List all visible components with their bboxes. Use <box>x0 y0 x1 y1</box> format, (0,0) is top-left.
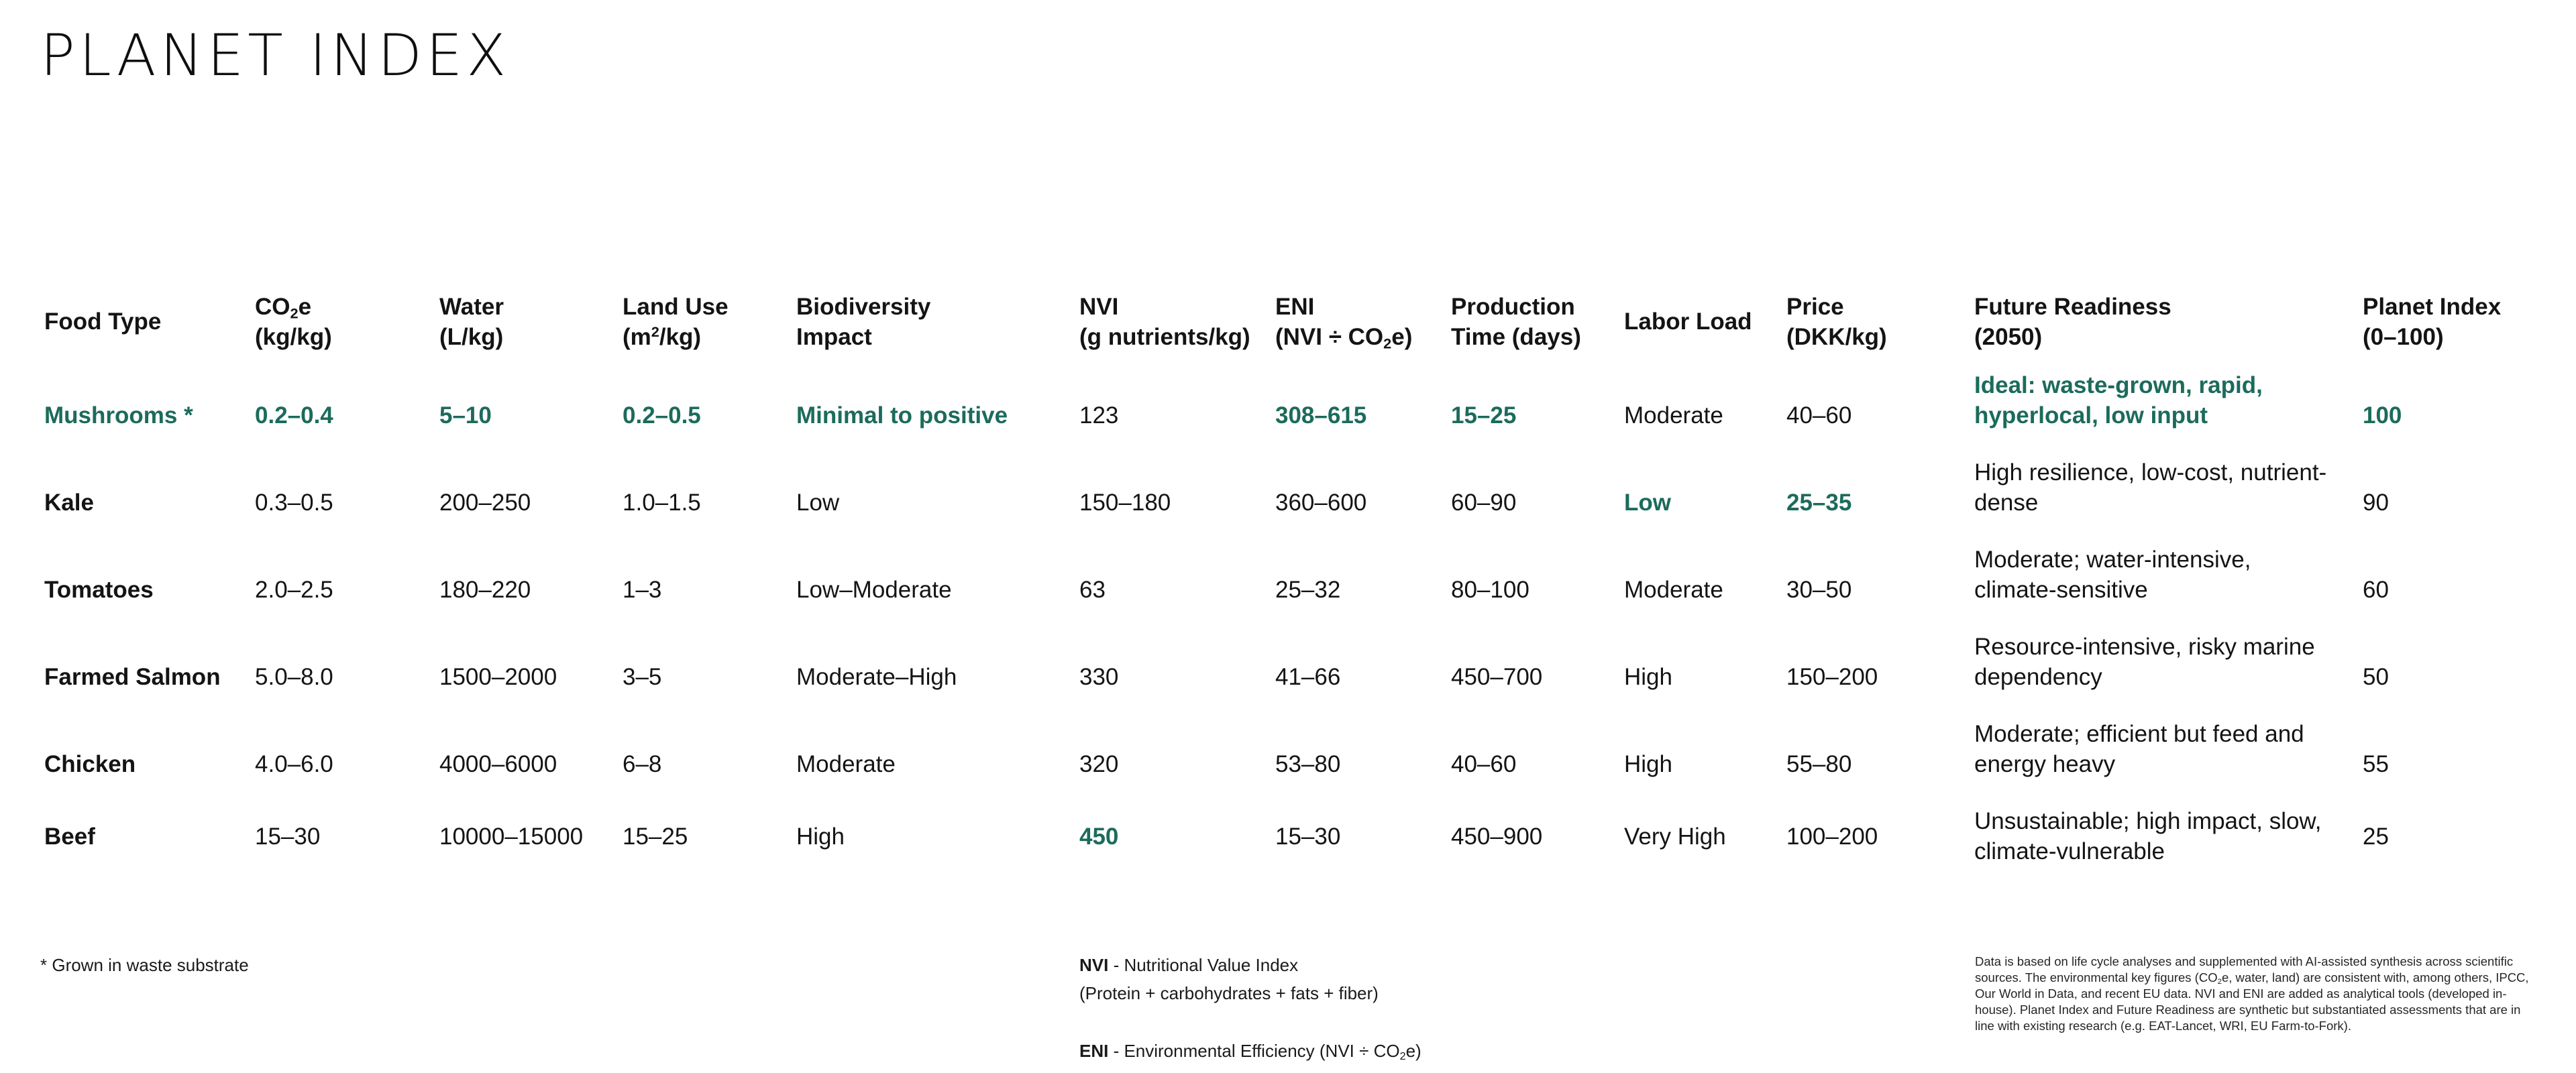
cell-nvi: 150–180 <box>1079 490 1171 516</box>
cell-eni: 53–80 <box>1275 751 1341 777</box>
cell-labor-load: High <box>1624 751 1672 777</box>
cell-price: 55–80 <box>1786 751 1852 777</box>
cell-future-readiness: High resilience, low-cost, nutrient- dense <box>1974 459 2327 516</box>
header-eni: ENI $(NVI \div CO_2e)$ <box>1275 294 1413 352</box>
cell-water: 4000–6000 <box>439 751 557 777</box>
cell-food: Beef <box>44 824 95 850</box>
cell-water: 1500–2000 <box>439 664 557 690</box>
cell-eni: 308–615 <box>1275 402 1367 429</box>
header-production-time: Production Time (days) <box>1451 294 1581 350</box>
cell-future-readiness: Resource-intensive, risky marine dependency <box>1974 634 2315 690</box>
cell-labor-load: Moderate <box>1624 577 1723 603</box>
cell-production-time: 80–100 <box>1451 577 1529 603</box>
footnote-eni: ENI - Environmental Efficiency $(NVI \div CO_2e)$ <box>1079 1041 1421 1063</box>
cell-future-readiness: Unsustainable; high impact, slow, climate-vulnerable <box>1974 808 2322 864</box>
cell-planet-index: 50 <box>2363 664 2389 690</box>
header-land-use: Land Use $(m^2/kg)$ <box>623 294 729 350</box>
cell-land-use: 3–5 <box>623 664 662 690</box>
cell-price: 30–50 <box>1786 577 1852 603</box>
data-source-note: Data is based on life cycle analyses and supplemented with AI-assisted synthesis across scientific sources. The environmental key figures ($CO_2e$, water, land) are consistent with, among others, IPCC, Our World in Data, and recent EU data. NVI and ENI are added as analytical tools (developed in-house). Planet Index and Future Readiness are synthetic but substantiated assessments that are in line with existing research (e.g. EAT-Lancet, WRI, EU Farm-to-Fork). <box>1975 954 2529 1033</box>
cell-co2e: 4.0–6.0 <box>255 751 333 777</box>
cell-land-use: 15–25 <box>623 824 688 850</box>
cell-labor-load: Low <box>1624 490 1671 516</box>
header-nvi: NVI (g nutrients/kg) <box>1079 294 1250 350</box>
cell-food: Farmed Salmon <box>44 664 221 690</box>
cell-nvi: 330 <box>1079 664 1119 690</box>
cell-planet-index: 60 <box>2363 577 2389 603</box>
cell-price: 150–200 <box>1786 664 1878 690</box>
header-price: Price (DKK/kg) <box>1786 294 1887 350</box>
cell-nvi: 320 <box>1079 751 1119 777</box>
cell-land-use: 1.0–1.5 <box>623 490 701 516</box>
cell-food: Kale <box>44 490 94 516</box>
cell-production-time: 40–60 <box>1451 751 1517 777</box>
cell-food: Mushrooms * <box>44 402 193 429</box>
cell-eni: 360–600 <box>1275 490 1367 516</box>
cell-eni: 25–32 <box>1275 577 1341 603</box>
cell-planet-index: 90 <box>2363 490 2389 516</box>
cell-production-time: 450–900 <box>1451 824 1543 850</box>
cell-future-readiness: Moderate; efficient but feed and energy heavy <box>1974 721 2304 777</box>
cell-planet-index: 55 <box>2363 751 2389 777</box>
cell-biodiversity: Low <box>796 490 840 516</box>
cell-land-use: 1–3 <box>623 577 662 603</box>
cell-production-time: 60–90 <box>1451 490 1517 516</box>
header-water: Water (L/kg) <box>439 294 504 350</box>
cell-food: Chicken <box>44 751 136 777</box>
cell-food: Tomatoes <box>44 577 154 603</box>
cell-water: 180–220 <box>439 577 531 603</box>
header-biodiversity: Biodiversity Impact <box>796 294 931 350</box>
cell-biodiversity: Moderate–High <box>796 664 957 690</box>
header-food-type: Food Type <box>44 308 162 335</box>
cell-eni: 41–66 <box>1275 664 1341 690</box>
header-planet-index: Planet Index (0–100) <box>2363 294 2502 350</box>
cell-nvi: 123 <box>1079 402 1119 429</box>
header-future-readiness: Future Readiness (2050) <box>1974 294 2171 350</box>
header-labor-load: Labor Load <box>1624 308 1752 335</box>
cell-planet-index: 25 <box>2363 824 2389 850</box>
cell-water: 5–10 <box>439 402 492 429</box>
cell-co2e: 0.2–0.4 <box>255 402 333 429</box>
cell-water: 10000–15000 <box>439 824 584 850</box>
page-title: PLANET INDEX <box>40 22 511 89</box>
footnote-nvi: NVI - Nutritional Value Index (Protein + carbohydrates + fats + fiber) <box>1079 955 1379 1003</box>
cell-price: 40–60 <box>1786 402 1852 429</box>
cell-land-use: 0.2–0.5 <box>623 402 701 429</box>
cell-nvi: 450 <box>1079 824 1119 850</box>
cell-future-readiness: Moderate; water-intensive, climate-sensitive <box>1974 547 2251 603</box>
cell-co2e: 5.0–8.0 <box>255 664 333 690</box>
cell-price: 25–35 <box>1786 490 1852 516</box>
cell-land-use: 6–8 <box>623 751 662 777</box>
cell-eni: 15–30 <box>1275 824 1341 850</box>
cell-production-time: 450–700 <box>1451 664 1543 690</box>
cell-biodiversity: High <box>796 824 845 850</box>
cell-labor-load: Moderate <box>1624 402 1723 429</box>
cell-future-readiness: Ideal: waste-grown, rapid, hyperlocal, low input <box>1974 372 2263 429</box>
cell-biodiversity: Low–Moderate <box>796 577 952 603</box>
header-co2e: $CO_2e$ (kg/kg) <box>255 294 332 350</box>
cell-price: 100–200 <box>1786 824 1878 850</box>
cell-planet-index: 100 <box>2363 402 2402 429</box>
cell-water: 200–250 <box>439 490 531 516</box>
cell-co2e: 0.3–0.5 <box>255 490 333 516</box>
cell-production-time: 15–25 <box>1451 402 1517 429</box>
cell-nvi: 63 <box>1079 577 1106 603</box>
cell-biodiversity: Minimal to positive <box>796 402 1008 429</box>
cell-co2e: 2.0–2.5 <box>255 577 333 603</box>
cell-labor-load: High <box>1624 664 1672 690</box>
footnote-asterisk: * Grown in waste substrate <box>40 955 249 975</box>
cell-labor-load: Very High <box>1624 824 1726 850</box>
cell-co2e: 15–30 <box>255 824 321 850</box>
cell-biodiversity: Moderate <box>796 751 896 777</box>
